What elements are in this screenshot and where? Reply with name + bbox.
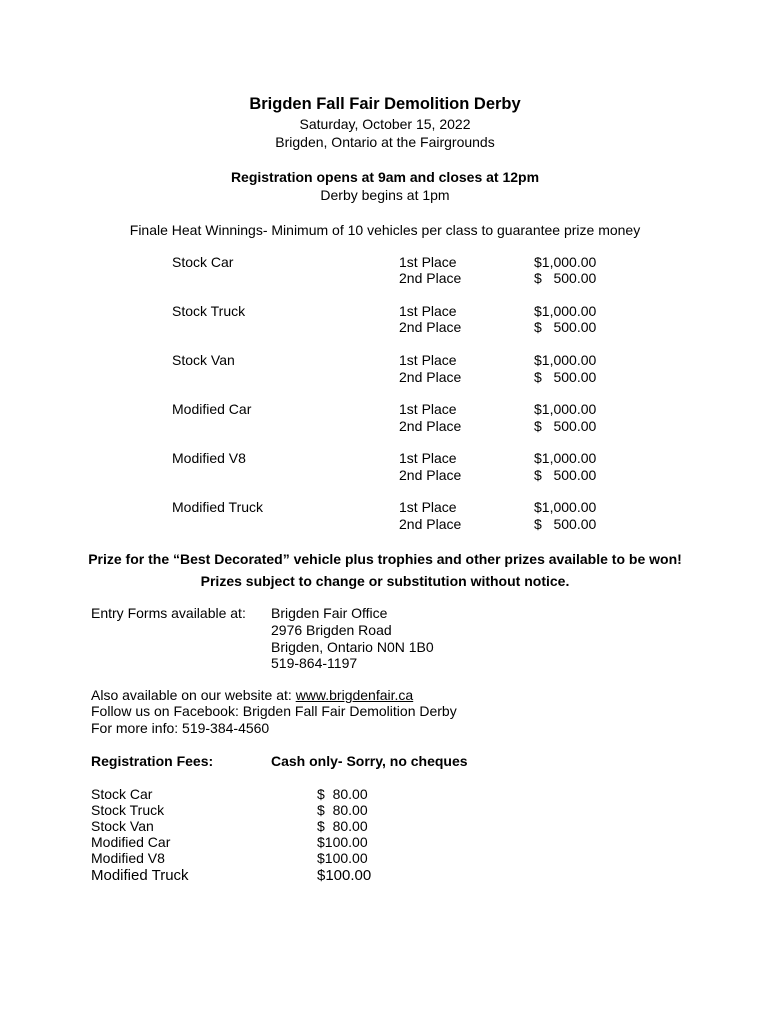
event-date: Saturday, October 15, 2022 xyxy=(299,116,471,132)
prize-disclaimer: Prizes subject to change or substitution without notice. xyxy=(200,573,570,589)
fee-class-name: Modified Truck xyxy=(91,867,189,884)
fee-amount: $100.00 xyxy=(317,867,372,884)
first-place-label: 1st Place xyxy=(399,401,457,417)
first-place-amount: $1,000.00 xyxy=(534,352,597,368)
second-place-label: 2nd Place xyxy=(399,467,462,483)
first-place-amount: $1,000.00 xyxy=(534,303,597,319)
class-name: Modified Truck xyxy=(172,499,264,515)
second-place-amount: $ 500.00 xyxy=(534,270,597,286)
fee-amount: $100.00 xyxy=(317,850,368,866)
document-title: Brigden Fall Fair Demolition Derby xyxy=(249,95,521,113)
derby-start-time: Derby begins at 1pm xyxy=(320,187,450,203)
class-name: Modified Car xyxy=(172,401,252,417)
second-place-amount: $ 500.00 xyxy=(534,467,597,483)
class-name: Stock Car xyxy=(172,254,234,270)
second-place-amount: $ 500.00 xyxy=(534,418,597,434)
second-place-label: 2nd Place xyxy=(399,418,462,434)
first-place-label: 1st Place xyxy=(399,254,457,270)
first-place-amount: $1,000.00 xyxy=(534,401,597,417)
second-place-label: 2nd Place xyxy=(399,369,462,385)
more-info-line: For more info: 519-384-4560 xyxy=(91,720,270,736)
second-place-label: 2nd Place xyxy=(399,516,462,532)
office-name: Brigden Fair Office xyxy=(271,605,388,621)
class-name: Stock Van xyxy=(172,352,235,368)
website-prefix: Also available on our website at: xyxy=(91,687,296,703)
second-place-label: 2nd Place xyxy=(399,319,462,335)
office-street: 2976 Brigden Road xyxy=(271,622,392,638)
winnings-intro: Finale Heat Winnings- Minimum of 10 vehicles per class to guarantee prize money xyxy=(129,222,641,238)
first-place-amount: $1,000.00 xyxy=(534,254,597,270)
first-place-label: 1st Place xyxy=(399,450,457,466)
entry-forms-label: Entry Forms available at: xyxy=(91,605,246,621)
payment-note: Cash only- Sorry, no cheques xyxy=(271,753,468,769)
fee-amount: $ 80.00 xyxy=(317,802,368,818)
first-place-amount: $1,000.00 xyxy=(534,450,597,466)
office-phone: 519-864-1197 xyxy=(271,655,358,671)
facebook-line: Follow us on Facebook: Brigden Fall Fair Demolition Derby xyxy=(91,703,457,719)
website-link[interactable]: www.brigdenfair.ca xyxy=(295,687,414,703)
fee-amount: $ 80.00 xyxy=(317,818,368,834)
fee-class-name: Stock Car xyxy=(91,786,153,802)
first-place-label: 1st Place xyxy=(399,303,457,319)
fee-class-name: Stock Van xyxy=(91,818,154,834)
class-name: Stock Truck xyxy=(172,303,246,319)
fee-class-name: Stock Truck xyxy=(91,802,165,818)
website-line xyxy=(91,687,413,704)
first-place-amount: $1,000.00 xyxy=(534,499,597,515)
first-place-label: 1st Place xyxy=(399,352,457,368)
class-name: Modified V8 xyxy=(172,450,246,466)
second-place-amount: $ 500.00 xyxy=(534,369,597,385)
second-place-amount: $ 500.00 xyxy=(534,319,597,335)
event-location: Brigden, Ontario at the Fairgrounds xyxy=(275,134,495,150)
fee-class-name: Modified Car xyxy=(91,834,171,850)
first-place-label: 1st Place xyxy=(399,499,457,515)
fee-class-name: Modified V8 xyxy=(91,850,165,866)
best-decorated-note: Prize for the “Best Decorated” vehicle plus trophies and other prizes available to be won! xyxy=(88,551,682,567)
registration-hours: Registration opens at 9am and closes at 12pm xyxy=(230,169,540,185)
registration-fees-label: Registration Fees: xyxy=(91,753,214,769)
second-place-label: 2nd Place xyxy=(399,270,462,286)
office-city: Brigden, Ontario N0N 1B0 xyxy=(271,639,434,655)
fee-amount: $ 80.00 xyxy=(317,786,368,802)
fee-amount: $100.00 xyxy=(317,834,368,850)
second-place-amount: $ 500.00 xyxy=(534,516,597,532)
